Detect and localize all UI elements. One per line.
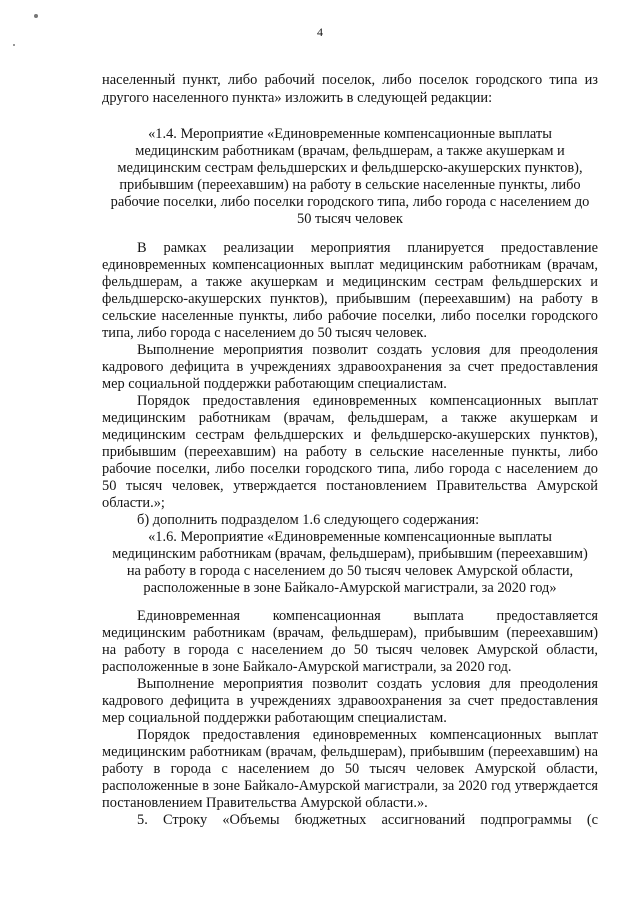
text-line: другого населенного пункта» изложить в следующей редакции:	[102, 90, 493, 106]
text-line: расположенные в зоне Байкало-Амурской магистрали, за 2020 год.	[102, 659, 512, 675]
text-line: 5. Строку «Объемы бюджетных ассигнований подпрограммы (с	[137, 812, 598, 828]
text-line: Порядок предоставления единовременных компенсационных выплат	[137, 727, 598, 743]
text-line: сельские населенные пункты, либо рабочие поселки, либо поселки городского	[102, 308, 598, 324]
section-heading: прибывшим (переехавшим) на работу в сельские населенные пункты, либо	[119, 177, 581, 193]
text-line: медицинским работникам (врачам, фельдшерам), прибывшим (переехавшим)	[102, 625, 598, 641]
text-line: кадрового дефицита в учреждениях здравоохранения за счет предоставления	[102, 693, 598, 709]
section-heading: расположенные в зоне Байкало-Амурской магистрали, за 2020 год»	[143, 580, 557, 596]
text-line: Выполнение мероприятия позволит создать условия для преодоления	[137, 342, 598, 358]
text-line: Выполнение мероприятия позволит создать условия для преодоления	[137, 676, 598, 692]
section-heading: медицинским сестрам фельдшерских и фельдшерско-акушерских пунктов),	[117, 160, 583, 176]
text-line: б) дополнить подразделом 1.6 следующего содержания:	[137, 512, 480, 528]
section-heading: медицинским работникам (врачам, фельдшерам), прибывшим (переехавшим)	[112, 546, 588, 562]
text-line: мер социальной поддержки работающим специалистам.	[102, 376, 447, 392]
text-line: медицинским работникам (врачам, фельдшерам, а также акушеркам и	[102, 410, 598, 426]
scan-speck	[13, 44, 15, 46]
text-line: рабочие поселки, либо поселки городского типа, либо города с населением до	[102, 461, 598, 477]
text-line: типа, либо города с населением до 50 тысяч человек.	[102, 325, 427, 341]
text-line: фельдшерам, а также акушеркам и медицинским сестрам фельдшерских и	[102, 274, 598, 290]
section-heading: 50 тысяч человек	[297, 211, 403, 227]
text-line: области.»;	[102, 495, 165, 511]
text-line: В рамках реализации мероприятия планируется предоставление	[137, 240, 598, 256]
text-line: Единовременная компенсационная выплата предоставляется	[137, 608, 598, 624]
text-line: расположенные в зоне Байкало-Амурской магистрали, за 2020 год утверждается	[102, 778, 598, 794]
text-line: прибывшим (переехавшим) на работу в сельские населенные пункты, либо	[102, 444, 598, 460]
text-line: фельдшерско-акушерских пунктов), прибывшим (переехавшим) на работу в	[102, 291, 598, 307]
section-heading: «1.4. Мероприятие «Единовременные компенсационные выплаты	[148, 126, 552, 142]
section-heading: на работу в города с населением до 50 тысяч человек Амурской области,	[126, 563, 574, 579]
section-heading: рабочие поселки, либо поселки городского типа, либо города с населением до	[110, 194, 590, 210]
page-number: 4	[317, 25, 323, 39]
text-line: мер социальной поддержки работающим специалистам.	[102, 710, 447, 726]
text-line: медицинским сестрам фельдшерских и фельдшерско-акушерских пунктов),	[102, 427, 598, 443]
text-line: Порядок предоставления единовременных компенсационных выплат	[137, 393, 598, 409]
text-line: 50 тысяч человек, утверждается постановлением Правительства Амурской	[102, 478, 598, 494]
text-line: кадрового дефицита в учреждениях здравоохранения за счет предоставления	[102, 359, 598, 375]
text-line: на работу в города с населением до 50 тысяч человек Амурской области,	[102, 642, 598, 658]
text-line: работу в города с населением до 50 тысяч человек Амурской области,	[102, 761, 598, 777]
text-line: постановлением Правительства Амурской области.».	[102, 795, 428, 811]
section-heading: медицинским работникам (врачам, фельдшерам, а также акушеркам и	[135, 143, 565, 159]
text-line: медицинским работникам (врачам, фельдшерам), прибывшим (переехавшим) на	[102, 744, 598, 760]
scan-speck	[34, 14, 38, 18]
text-line: единовременных компенсационных выплат медицинским работникам (врачам,	[102, 257, 598, 273]
text-line: населенный пункт, либо рабочий поселок, либо поселок городского типа из	[102, 72, 598, 88]
section-heading: «1.6. Мероприятие «Единовременные компенсационные выплаты	[148, 529, 552, 545]
